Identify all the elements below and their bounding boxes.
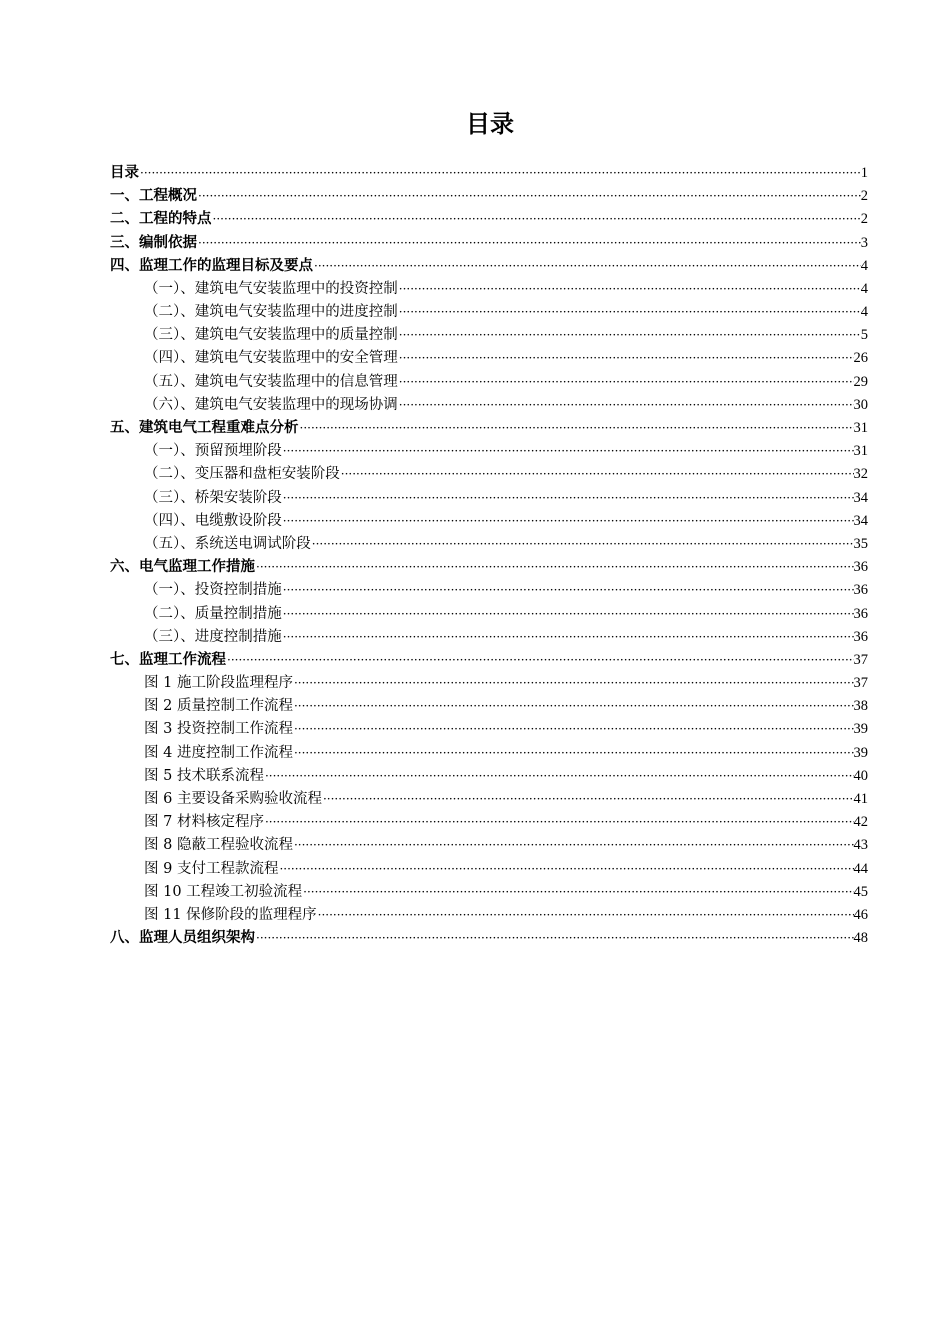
toc-entry[interactable]	[110, 371, 868, 394]
toc-page-number: 39	[853, 744, 868, 761]
toc-entry-title: 七、监理工作流程	[110, 651, 226, 668]
toc-entry-title: 图 2 质量控制工作流程	[144, 698, 293, 715]
toc-entry[interactable]	[110, 858, 868, 881]
toc-leader-dots	[282, 603, 854, 626]
toc-page-number: 37	[853, 675, 868, 692]
toc-entry-title: 二、工程的特点	[110, 211, 212, 228]
toc-leader-dots	[264, 765, 854, 788]
toc-leader-dots	[293, 742, 854, 765]
toc-leader-dots	[317, 904, 854, 927]
toc-page-number: 26	[853, 350, 868, 367]
toc-entry[interactable]	[110, 324, 868, 347]
toc-entry-title: （四）、电缆敷设阶段	[144, 512, 282, 529]
toc-leader-dots	[299, 417, 854, 440]
toc-leader-dots	[278, 858, 853, 881]
toc-entry[interactable]	[110, 603, 868, 626]
toc-leader-dots	[302, 881, 853, 904]
toc-entry[interactable]	[110, 533, 868, 556]
toc-page-number: 38	[853, 698, 868, 715]
table-of-contents	[110, 162, 868, 950]
toc-entry-title: （三）、建筑电气安装监理中的质量控制	[144, 327, 398, 344]
toc-entry[interactable]	[110, 834, 868, 857]
toc-page-number: 31	[853, 420, 868, 437]
toc-leader-dots	[313, 255, 861, 278]
toc-leader-dots	[264, 811, 854, 834]
toc-page-number: 43	[853, 837, 868, 854]
toc-entry-title: 四、监理工作的监理目标及要点	[110, 257, 313, 274]
toc-entry-title: 图 5 技术联系流程	[144, 767, 264, 784]
toc-leader-dots	[398, 348, 854, 371]
toc-leader-dots	[398, 324, 861, 347]
toc-entry[interactable]	[110, 417, 868, 440]
toc-entry[interactable]	[110, 742, 868, 765]
toc-entry[interactable]	[110, 719, 868, 742]
toc-leader-dots	[293, 695, 854, 718]
toc-leader-dots	[398, 394, 854, 417]
toc-entry[interactable]	[110, 301, 868, 324]
toc-entry[interactable]	[110, 208, 868, 231]
toc-leader-dots	[212, 208, 861, 231]
toc-leader-dots	[293, 719, 854, 742]
toc-leader-dots	[197, 185, 861, 208]
toc-leader-dots	[398, 278, 861, 301]
toc-page-number: 36	[853, 559, 868, 576]
toc-leader-dots	[282, 579, 854, 602]
toc-page-number: 34	[853, 489, 868, 506]
toc-page-number: 2	[860, 188, 868, 205]
toc-page-number: 32	[853, 466, 868, 483]
toc-page-number: 40	[853, 767, 868, 784]
toc-page-number: 42	[853, 814, 868, 831]
toc-leader-dots	[197, 232, 861, 255]
toc-leader-dots	[255, 927, 854, 950]
toc-entry-title: 图 7 材料核定程序	[144, 814, 264, 831]
toc-entry-title: 五、建筑电气工程重难点分析	[110, 420, 299, 437]
toc-page-number: 44	[853, 860, 868, 877]
toc-entry[interactable]	[110, 510, 868, 533]
toc-entry-title: 三、编制依据	[110, 234, 197, 251]
toc-page-number: 4	[860, 304, 868, 321]
toc-entry-title: 目录	[110, 164, 139, 181]
toc-leader-dots	[226, 649, 854, 672]
toc-entry-title: （一）、预留预埋阶段	[144, 443, 282, 460]
toc-entry-title: （一）、投资控制措施	[144, 582, 282, 599]
toc-entry[interactable]	[110, 811, 868, 834]
toc-entry[interactable]	[110, 463, 868, 486]
toc-leader-dots	[139, 162, 861, 185]
toc-entry[interactable]	[110, 162, 868, 185]
toc-entry[interactable]	[110, 487, 868, 510]
toc-page-number: 46	[853, 906, 868, 923]
toc-page-number: 35	[853, 535, 868, 552]
toc-entry[interactable]	[110, 881, 868, 904]
toc-entry-title: 图 1 施工阶段监理程序	[144, 675, 293, 692]
toc-leader-dots	[322, 788, 854, 811]
toc-entry[interactable]	[110, 278, 868, 301]
toc-entry[interactable]	[110, 649, 868, 672]
toc-entry-title: 图 8 隐蔽工程验收流程	[144, 837, 293, 854]
toc-leader-dots	[293, 672, 854, 695]
toc-entry[interactable]	[110, 695, 868, 718]
toc-entry[interactable]	[110, 788, 868, 811]
toc-entry[interactable]	[110, 556, 868, 579]
toc-entry-title: （六）、建筑电气安装监理中的现场协调	[144, 396, 398, 413]
toc-entry[interactable]	[110, 232, 868, 255]
toc-leader-dots	[340, 463, 854, 486]
toc-entry-title: 一、工程概况	[110, 188, 197, 205]
toc-entry[interactable]	[110, 255, 868, 278]
toc-entry[interactable]	[110, 579, 868, 602]
toc-entry-title: （三）、进度控制措施	[144, 628, 282, 645]
toc-page-number: 36	[853, 605, 868, 622]
toc-page-number: 1	[860, 164, 868, 181]
toc-page-number: 41	[853, 791, 868, 808]
toc-leader-dots	[282, 440, 854, 463]
toc-entry-title: 六、电气监理工作措施	[110, 559, 255, 576]
toc-leader-dots	[311, 533, 854, 556]
toc-entry[interactable]	[110, 904, 868, 927]
toc-page-number: 5	[860, 327, 868, 344]
toc-page-number: 34	[853, 512, 868, 529]
toc-entry[interactable]	[110, 394, 868, 417]
toc-entry-title: 图 4 进度控制工作流程	[144, 744, 293, 761]
toc-leader-dots	[293, 834, 854, 857]
toc-entry-title: （五）、系统送电调试阶段	[144, 535, 311, 552]
toc-entry-title: 八、监理人员组织架构	[110, 930, 255, 947]
toc-page-number: 36	[853, 582, 868, 599]
toc-page-number: 3	[860, 234, 868, 251]
toc-page-number: 48	[853, 930, 868, 947]
toc-entry-title: （五）、建筑电气安装监理中的信息管理	[144, 373, 398, 390]
toc-leader-dots	[282, 510, 854, 533]
toc-entry-title: 图 3 投资控制工作流程	[144, 721, 293, 738]
toc-page-number: 29	[853, 373, 868, 390]
toc-entry-title: （二）、质量控制措施	[144, 605, 282, 622]
toc-page-number: 45	[853, 883, 868, 900]
toc-leader-dots	[282, 626, 854, 649]
toc-entry[interactable]	[110, 672, 868, 695]
toc-page-number: 4	[860, 257, 868, 274]
toc-entry[interactable]	[110, 440, 868, 463]
toc-leader-dots	[282, 487, 854, 510]
toc-page-number: 2	[860, 211, 868, 228]
toc-page-number: 30	[853, 396, 868, 413]
toc-entry-title: （二）、变压器和盘柜安装阶段	[144, 466, 340, 483]
toc-page-number: 4	[860, 280, 868, 297]
toc-leader-dots	[255, 556, 854, 579]
toc-leader-dots	[398, 301, 861, 324]
toc-entry-title: 图 6 主要设备采购验收流程	[144, 791, 322, 808]
toc-page-number: 39	[853, 721, 868, 738]
toc-entry[interactable]	[110, 626, 868, 649]
toc-entry-title: 图 10 工程竣工初验流程	[144, 883, 303, 900]
toc-page-number: 36	[853, 628, 868, 645]
toc-entry[interactable]	[110, 348, 868, 371]
toc-entry-title: 图 11 保修阶段的监理程序	[144, 906, 317, 923]
toc-entry-title: 图 9 支付工程款流程	[144, 860, 279, 877]
toc-entry[interactable]	[110, 765, 868, 788]
toc-entry[interactable]	[110, 185, 868, 208]
toc-entry[interactable]	[110, 927, 868, 950]
toc-page-number: 37	[853, 651, 868, 668]
toc-entry-title: （三）、桥架安装阶段	[144, 489, 282, 506]
toc-entry-title: （一）、建筑电气安装监理中的投资控制	[144, 280, 398, 297]
toc-page-number: 31	[853, 443, 868, 460]
toc-entry-title: （四）、建筑电气安装监理中的安全管理	[144, 350, 398, 367]
toc-entry-title: （二）、建筑电气安装监理中的进度控制	[144, 304, 398, 321]
page-title: 目录	[466, 110, 514, 138]
toc-leader-dots	[398, 371, 854, 394]
